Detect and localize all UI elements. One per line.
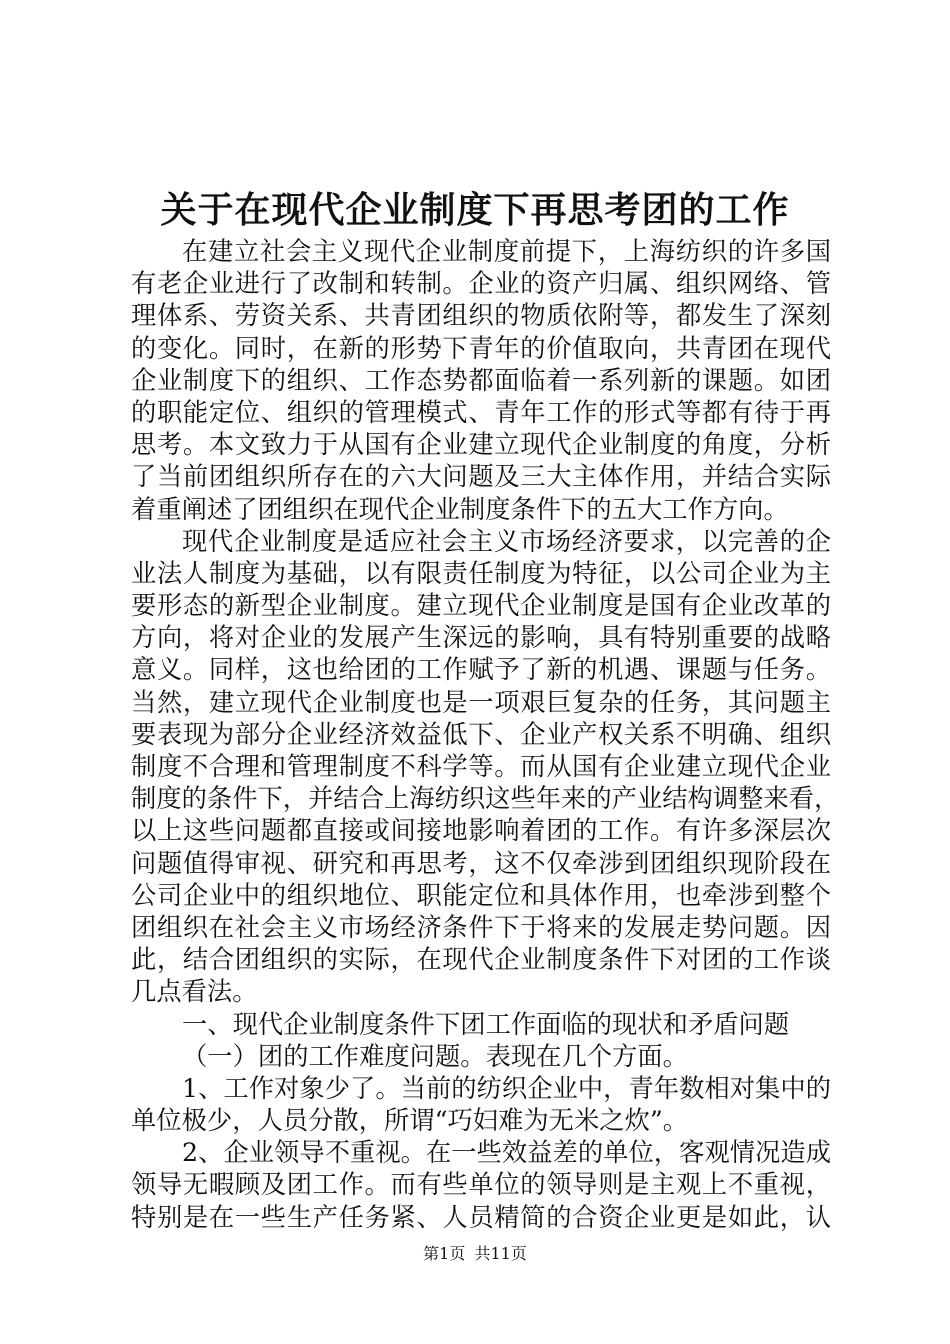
text-line: 此，结合团组织的实际，在现代企业制度条件下对团的工作谈 [131,945,831,975]
text-line: 思考。本文致力于从国有企业建立现代企业制度的角度，分析 [131,430,831,460]
text-line: 当然，建立现代企业制度也是一项艰巨复杂的任务，其问题主 [131,687,831,717]
document-title: 关于在现代企业制度下再思考团的工作 [160,189,790,231]
page-total: 共11页 [474,1244,527,1263]
text-line: 意义。同样，这也给团的工作赋予了新的机遇、课题与任务。 [131,655,831,685]
subsection-heading: （一）团的工作难度问题。表现在几个方面。 [182,1041,688,1071]
text-line: 要表现为部分企业经济效益低下、企业产权关系不明确、组织 [131,719,831,749]
page-footer [0,1244,950,1264]
text-line: 的变化。同时，在新的形势下青年的价值取向，共青团在现代 [131,333,831,363]
text-line: 理体系、劳资关系、共青团组织的物质依附等，都发生了深刻 [131,301,831,331]
text-line: 要形态的新型企业制度。建立现代企业制度是国有企业改革的 [131,591,831,621]
text-line: 公司企业中的组织地位、职能定位和具体作用，也牵涉到整个 [131,880,831,910]
text-line: 业法人制度为基础，以有限责任制度为特征，以公司企业为主 [131,558,831,588]
text-line: 问题值得审视、研究和再思考，这不仅牵涉到团组织现阶段在 [131,848,831,878]
text-line: 有老企业进行了改制和转制。企业的资产归属、组织网络、管 [131,269,831,299]
section-heading: 一、现代企业制度条件下团工作面临的现状和矛盾问题 [182,1009,790,1039]
text-line: 1、工作对象少了。当前的纺织企业中，青年数相对集中的 [182,1073,831,1103]
text-line: 现代企业制度是适应社会主义市场经济要求，以完善的企 [182,526,831,556]
text-line: 领导无暇顾及团工作。而有些单位的领导则是主观上不重视， [131,1170,831,1200]
document-body [131,236,840,1234]
text-line: 2、企业领导不重视。在一些效益差的单位，客观情况造成 [182,1138,831,1168]
text-line: 着重阐述了团组织在现代企业制度条件下的五大工作方向。 [131,494,789,524]
text-line: 在建立社会主义现代企业制度前提下，上海纺织的许多国 [182,237,831,266]
page-number: 第1页 [423,1244,466,1263]
text-line: 特别是在一些生产任务紧、人员精简的合资企业更是如此，认 [131,1202,831,1232]
text-line: 团组织在社会主义市场经济条件下于将来的发展走势问题。因 [131,912,831,942]
text-line: 企业制度下的组织、工作态势都面临着一系列新的课题。如团 [131,365,831,395]
text-line: 制度的条件下，并结合上海纺织这些年来的产业结构调整来看， [131,784,840,814]
text-line: 了当前团组织所存在的六大问题及三大主体作用，并结合实际 [131,462,831,492]
text-line: 几点看法。 [131,977,258,1007]
text-line: 的职能定位、组织的管理模式、青年工作的形式等都有待于再 [131,397,831,427]
text-line: 方向，将对企业的发展产生深远的影响，具有特别重要的战略 [131,623,831,653]
text-line: 以上这些问题都直接或间接地影响着团的工作。有许多深层次 [131,816,831,846]
text-line: 单位极少，人员分散，所谓“巧妇难为无米之炊”。 [131,1106,689,1136]
text-line: 制度不合理和管理制度不科学等。而从国有企业建立现代企业 [131,752,831,781]
